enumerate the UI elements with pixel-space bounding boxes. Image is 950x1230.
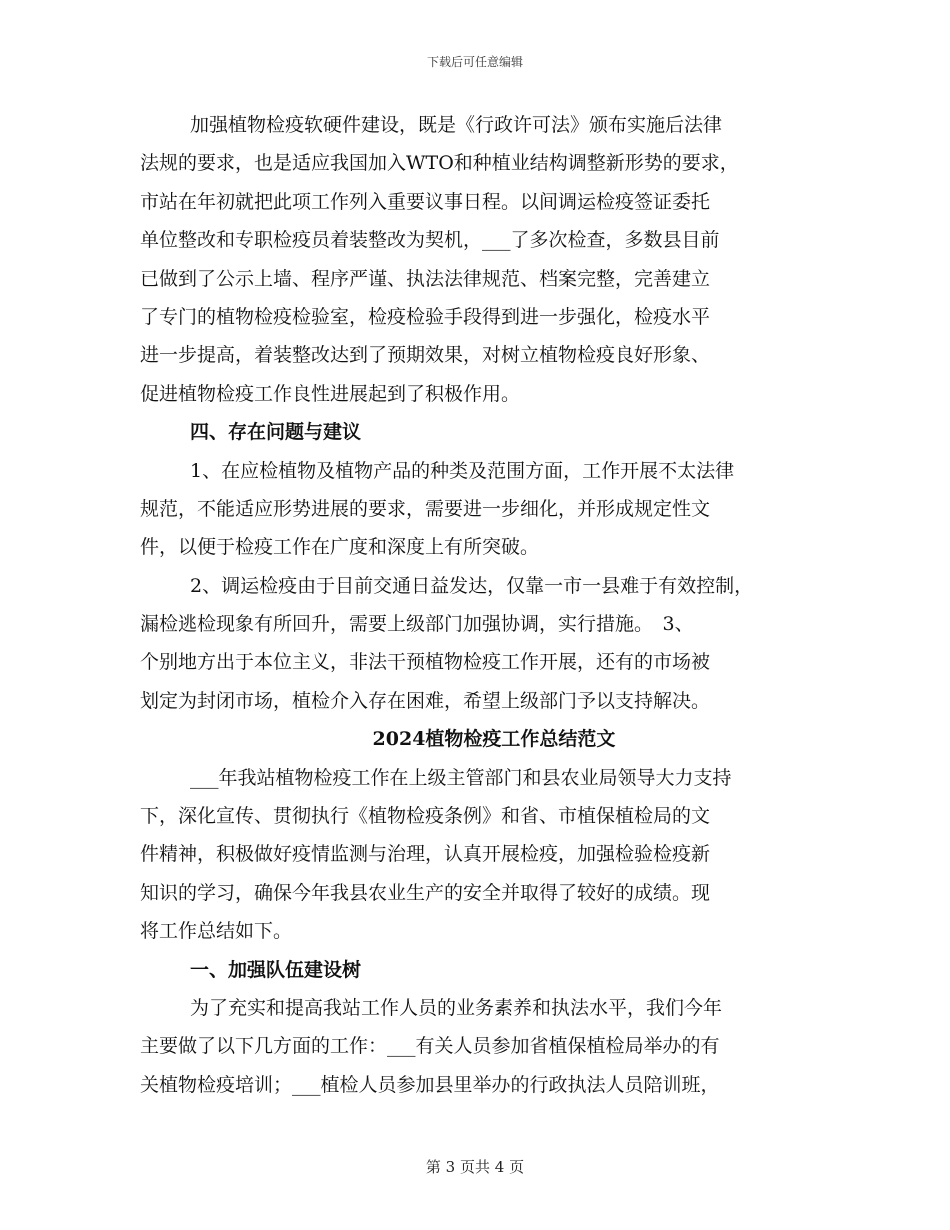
section-heading: 一、加强队伍建设树 bbox=[190, 958, 362, 981]
paragraph-line: 法规的要求，也是适应我国加入WTO和种植业结构调整新形势的要求， bbox=[140, 152, 739, 175]
paragraph-line: 划定为封闭市场，植检介入存在困难，希望上级部门予以支持解决。 bbox=[140, 689, 711, 712]
page-header: 下载后可任意编辑 bbox=[426, 55, 523, 69]
paragraph-line: 进一步提高，着装整改达到了预期效果，对树立植物检疫良好形象、 bbox=[140, 344, 711, 367]
paragraph-line: 知识的学习，确保今年我县农业生产的安全并取得了较好的成绩。现 bbox=[140, 881, 711, 904]
paragraph-line: 市站在年初就把此项工作列入重要议事日程。以间调运检疫签证委托 bbox=[140, 190, 711, 213]
paragraph-line: 1、在应检植物及植物产品的种类及范围方面，工作开展不太法律 bbox=[190, 459, 735, 482]
paragraph-line: 单位整改和专职检疫员着装整改为契机，___了多次检查，多数县目前 bbox=[140, 229, 720, 252]
paragraph-line: 规范，不能适应形势进展的要求，需要进一步细化，并形成规定性文 bbox=[140, 497, 711, 520]
paragraph-line: 个别地方出于本位主义，非法干预植物检疫工作开展，还有的市场被 bbox=[140, 651, 711, 674]
paragraph-line: 将工作总结如下。 bbox=[140, 920, 293, 943]
document-body bbox=[140, 106, 820, 1104]
paragraph-line: ___年我站植物检疫工作在上级主管部门和县农业局领导大力支持 bbox=[190, 766, 732, 789]
paragraph-line: 件，以便于检疫工作在广度和深度上有所突破。 bbox=[140, 536, 540, 559]
paragraph-line: 关植物检疫培训；___植检人员参加县里举办的行政执法人员陪训班， bbox=[140, 1073, 720, 1096]
paragraph-line: 下，深化宣传、贯彻执行《植物检疫条例》和省、市植保植检局的文 bbox=[140, 805, 711, 828]
page-footer: 第 3 页共 4 页 bbox=[425, 1158, 525, 1176]
paragraph-line: 促进植物检疫工作良性进展起到了积极作用。 bbox=[140, 382, 521, 405]
paragraph-line: 主要做了以下几方面的工作：___有关人员参加省植保植检局举办的有 bbox=[140, 1035, 720, 1058]
paragraph-line: 件精神，积极做好疫情监测与治理，认真开展检疫，加强检验检疫新 bbox=[140, 843, 711, 866]
document-title: 2024植物检疫工作总结范文 bbox=[372, 728, 616, 751]
paragraph-line: 漏检逃检现象有所回升，需要上级部门加强协调，实行措施。 3、 bbox=[140, 613, 694, 636]
paragraph-line: 加强植物检疫软硬件建设，既是《行政许可法》颁布实施后法律 bbox=[190, 114, 723, 136]
paragraph-line: 为了充实和提高我站工作人员的业务素养和执法水平，我们今年 bbox=[190, 996, 723, 1019]
paragraph-line: 已做到了公示上墙、程序严谨、执法法律规范、档案完整，完善建立 bbox=[140, 267, 711, 290]
section-heading: 四、存在问题与建议 bbox=[190, 421, 362, 444]
paragraph-line: 2、调运检疫由于目前交通日益发达，仅靠一市一县难于有效控制， bbox=[190, 574, 754, 597]
paragraph-line: 了专门的植物检疫检验室，检疫检验手段得到进一步强化，检疫水平 bbox=[140, 305, 711, 328]
